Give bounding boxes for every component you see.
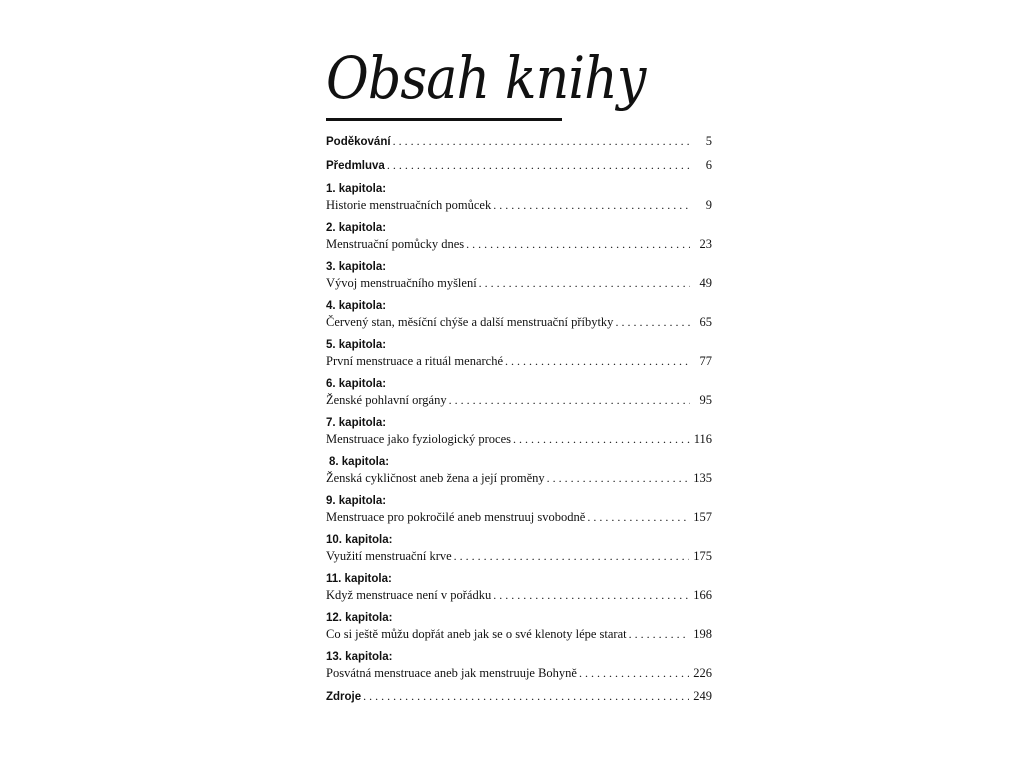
toc-page-number: 116 bbox=[693, 432, 712, 446]
toc-chapter-12[interactable] bbox=[326, 611, 712, 645]
toc-page-number: 157 bbox=[693, 510, 712, 524]
toc-entry-acknowledgements[interactable] bbox=[326, 134, 712, 154]
toc-chapter-13[interactable] bbox=[326, 650, 712, 684]
dot-leader bbox=[513, 432, 690, 447]
toc-chapter-10[interactable] bbox=[326, 533, 712, 567]
dot-leader bbox=[615, 315, 690, 330]
chapter-title: Využití menstruační krve bbox=[326, 549, 452, 563]
dot-leader bbox=[493, 198, 690, 213]
toc-chapter-8[interactable] bbox=[326, 455, 712, 489]
toc-entry-label: Předmluva bbox=[326, 160, 385, 172]
chapter-label: 4. kapitola: bbox=[326, 300, 387, 312]
toc-page-number: 175 bbox=[693, 549, 712, 563]
title-underline bbox=[326, 118, 562, 121]
toc-chapter-11[interactable] bbox=[326, 572, 712, 606]
toc-page-number: 77 bbox=[699, 354, 712, 368]
dot-leader bbox=[479, 276, 690, 291]
toc-chapter-4[interactable] bbox=[326, 299, 712, 333]
chapter-title: Červený stan, měsíční chýše a další menstruační příbytky bbox=[326, 315, 614, 329]
dot-leader bbox=[629, 627, 690, 642]
dot-leader bbox=[387, 158, 690, 173]
dot-leader bbox=[454, 549, 690, 564]
dot-leader bbox=[466, 237, 690, 252]
dot-leader bbox=[363, 689, 689, 704]
chapter-title: Historie menstruačních pomůcek bbox=[326, 198, 492, 212]
toc-page-number: 135 bbox=[693, 471, 712, 485]
chapter-label: 6. kapitola: bbox=[326, 378, 387, 390]
chapter-title: Když menstruace není v pořádku bbox=[326, 588, 492, 602]
chapter-title: První menstruace a rituál menarché bbox=[326, 354, 504, 368]
dot-leader bbox=[587, 510, 689, 525]
toc-entry-label: Zdroje bbox=[326, 691, 362, 703]
chapter-label: 10. kapitola: bbox=[326, 534, 393, 546]
dot-leader bbox=[493, 588, 689, 603]
toc-chapter-2[interactable] bbox=[326, 221, 712, 255]
title-block bbox=[326, 36, 646, 131]
chapter-label: 11. kapitola: bbox=[326, 573, 392, 585]
toc-page-number: 249 bbox=[693, 689, 712, 703]
toc-page-number: 49 bbox=[699, 276, 712, 290]
chapter-title: Ženské pohlavní orgány bbox=[326, 393, 447, 407]
toc-page-number: 5 bbox=[705, 134, 712, 148]
toc-page-number: 6 bbox=[705, 158, 712, 172]
chapter-label: 1. kapitola: bbox=[326, 183, 387, 195]
chapter-title: Ženská cykličnost aneb žena a její proměny bbox=[326, 471, 545, 485]
page-title: Obsah knihy bbox=[326, 44, 646, 112]
toc-page-number: 198 bbox=[693, 627, 712, 641]
chapter-title: Vývoj menstruačního myšlení bbox=[326, 276, 477, 290]
chapter-label: 12. kapitola: bbox=[326, 612, 393, 624]
chapter-label: 5. kapitola: bbox=[326, 339, 387, 351]
toc-page-number: 95 bbox=[699, 393, 712, 407]
chapter-label: 3. kapitola: bbox=[326, 261, 387, 273]
chapter-label: 13. kapitola: bbox=[326, 651, 393, 663]
dot-leader bbox=[393, 134, 690, 149]
chapter-title: Menstruační pomůcky dnes bbox=[326, 237, 465, 251]
chapter-title: Posvátná menstruace aneb jak menstruuje Bohyně bbox=[326, 666, 577, 680]
toc-page-number: 9 bbox=[705, 198, 712, 212]
dot-leader bbox=[579, 666, 689, 681]
chapter-label: 8. kapitola: bbox=[329, 456, 390, 468]
chapter-title: Menstruace jako fyziologický proces bbox=[326, 432, 512, 446]
chapter-label: 7. kapitola: bbox=[326, 417, 387, 429]
table-of-contents bbox=[326, 134, 712, 713]
chapter-title: Menstruace pro pokročilé aneb menstruuj svobodně bbox=[326, 510, 586, 524]
toc-chapter-6[interactable] bbox=[326, 377, 712, 411]
toc-chapter-3[interactable] bbox=[326, 260, 712, 294]
toc-page-number: 65 bbox=[699, 315, 712, 329]
toc-page-number: 23 bbox=[699, 237, 712, 251]
toc-entry-sources[interactable] bbox=[326, 689, 712, 709]
dot-leader bbox=[505, 354, 690, 369]
dot-leader bbox=[449, 393, 690, 408]
toc-chapter-9[interactable] bbox=[326, 494, 712, 528]
chapter-label: 2. kapitola: bbox=[326, 222, 387, 234]
toc-page-number: 166 bbox=[693, 588, 712, 602]
toc-entry-preface[interactable] bbox=[326, 158, 712, 178]
toc-chapter-5[interactable] bbox=[326, 338, 712, 372]
toc-chapter-1[interactable] bbox=[326, 182, 712, 216]
chapter-title: Co si ještě můžu dopřát aneb jak se o své klenoty lépe starat bbox=[326, 627, 627, 641]
chapter-label: 9. kapitola: bbox=[326, 495, 387, 507]
toc-page-number: 226 bbox=[693, 666, 712, 680]
toc-chapter-7[interactable] bbox=[326, 416, 712, 450]
toc-entry-label: Poděkování bbox=[326, 136, 391, 148]
dot-leader bbox=[547, 471, 690, 486]
